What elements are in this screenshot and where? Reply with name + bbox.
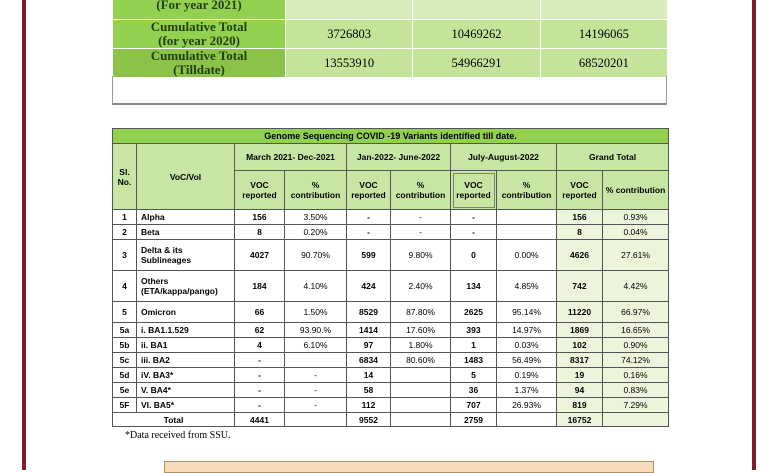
row-variant-name: Alpha [137,210,235,225]
cell-contribution: 16.65% [603,323,669,338]
cell-contribution: 80.60% [391,353,451,368]
page-border-right [752,0,756,470]
table-row [113,240,669,271]
cell-contribution: - [285,368,347,383]
cell-contribution: 4.85% [497,271,557,302]
cell-contribution: 95.14% [497,302,557,323]
cell-voc-count: 62 [235,323,285,338]
cell-contribution: 0.00% [497,240,557,271]
row-sl: 2 [113,225,137,240]
cell-contribution [285,353,347,368]
total-label: Total [113,413,235,427]
row-variant-name: VI. BA5* [137,398,235,413]
cell-voc-count: 94 [557,383,603,398]
cell-voc-count: 1 [451,338,497,353]
summary-cell: 13553910 [286,49,413,78]
row-sl: 5a [113,323,137,338]
cell-voc-count: 66 [235,302,285,323]
summary-label-line: Cumulative Total [150,19,248,34]
row-sl: 3 [113,240,137,271]
cell-voc-count: - [235,398,285,413]
row-sl: 5d [113,368,137,383]
cell-contribution: 0.19% [497,368,557,383]
cell-contribution: - [285,383,347,398]
cell-voc-count: 184 [235,271,285,302]
cell-voc-count: 156 [557,210,603,225]
header-period: July-August-2022 [451,144,557,171]
header-row [113,144,669,171]
cell-voc-count: 742 [557,271,603,302]
cell-voc-count: 97 [347,338,391,353]
genome-body [113,210,669,427]
row-variant-name: Delta & its Sublineages [137,240,235,271]
cell-voc-count: 8 [557,225,603,240]
genome-title: Genome Sequencing COVID -19 Variants identified till date. [113,129,669,144]
total-cell: 16752 [557,413,603,427]
cell-voc-count: 393 [451,323,497,338]
subheader-voc: VOC reported [235,171,285,210]
total-cell: 4441 [235,413,285,427]
cell-contribution: 0.03% [497,338,557,353]
summary-empty-row [112,76,667,105]
cell-contribution: 0.16% [603,368,669,383]
page-border-left [22,0,26,470]
subheader-pct: % contribution [497,171,557,210]
cell-contribution: 26.93% [497,398,557,413]
row-variant-name: iii. BA2 [137,353,235,368]
table-row [113,368,669,383]
summary-cell [413,0,540,20]
cell-contribution: 0.93% [603,210,669,225]
cell-voc-count: 8317 [557,353,603,368]
header-voc: VoC/VoI [137,144,235,210]
total-cell [391,413,451,427]
row-variant-name: Others (ETA/kappa/pango) [137,271,235,302]
cell-contribution: 7.29% [603,398,669,413]
cell-voc-count: 707 [451,398,497,413]
cell-contribution: 66.97% [603,302,669,323]
table-row [113,353,669,368]
cell-contribution: 90.70% [285,240,347,271]
row-variant-name: ii. BA1 [137,338,235,353]
genome-table [112,128,669,427]
table-row [113,302,669,323]
bottom-banner [164,461,654,473]
cell-contribution: 1.50% [285,302,347,323]
summary-row [113,20,668,49]
cell-contribution: 14.97% [497,323,557,338]
table-row [113,225,669,240]
cell-contribution [391,383,451,398]
cell-voc-count: 819 [557,398,603,413]
summary-row-label [113,49,286,78]
cell-voc-count: 58 [347,383,391,398]
cell-voc-count: - [347,225,391,240]
cell-voc-count: - [347,210,391,225]
cell-contribution [391,368,451,383]
cell-contribution: 87.80% [391,302,451,323]
cell-contribution: 0.20% [285,225,347,240]
cell-contribution: 4.42% [603,271,669,302]
summary-label-line: Cumulative Total [150,48,248,63]
summary-cell: 10469262 [413,20,540,49]
cell-contribution: 17.60% [391,323,451,338]
cell-voc-count: 1869 [557,323,603,338]
cell-contribution: 6.10% [285,338,347,353]
cell-contribution: - [285,398,347,413]
row-variant-name: V. BA4* [137,383,235,398]
summary-cell: 3726803 [286,20,413,49]
cell-contribution: 27.61% [603,240,669,271]
row-variant-name: Beta [137,225,235,240]
summary-label-line: (for year 2020) [158,33,240,48]
cell-voc-count: 112 [347,398,391,413]
cell-contribution: 56.49% [497,353,557,368]
cell-contribution: 1.37% [497,383,557,398]
cell-voc-count: 8529 [347,302,391,323]
cell-voc-count: 156 [235,210,285,225]
total-cell: 2759 [451,413,497,427]
table-row [113,398,669,413]
subheader-pct: % contribution [391,171,451,210]
cell-contribution [497,210,557,225]
cell-contribution: 4.10% [285,271,347,302]
summary-row-label [113,20,286,49]
summary-row [113,49,668,78]
cell-voc-count: 2625 [451,302,497,323]
summary-table [112,0,668,78]
cell-voc-count: - [451,210,497,225]
summary-cell [286,0,413,20]
summary-row [113,0,668,20]
cell-contribution: - [391,210,451,225]
row-sl: 5e [113,383,137,398]
subheader-pct: % contribution [603,171,669,210]
header-period: March 2021- Dec-2021 [235,144,347,171]
cell-voc-count: 36 [451,383,497,398]
cell-voc-count: 424 [347,271,391,302]
row-sl: 5 [113,302,137,323]
cell-voc-count: 11220 [557,302,603,323]
header-sl: Sl. No. [113,144,137,210]
row-sl: 4 [113,271,137,302]
cell-contribution [497,225,557,240]
footnote: *Data received from SSU. [125,430,231,441]
row-variant-name: Omicron [137,302,235,323]
summary-cell: 14196065 [540,20,667,49]
cell-voc-count: 19 [557,368,603,383]
cell-voc-count: 134 [451,271,497,302]
row-sl: 1 [113,210,137,225]
cell-voc-count: 4027 [235,240,285,271]
cell-voc-count: 4626 [557,240,603,271]
genome-title-row [113,129,669,144]
subheader-voc: VOC reported [347,171,391,210]
summary-row-label [113,0,286,20]
subheader-voc: VOC reported [451,171,497,210]
cell-voc-count: 1483 [451,353,497,368]
summary-label-line: (Tilldate) [173,62,225,77]
cell-contribution: - [391,225,451,240]
cell-contribution: 1.80% [391,338,451,353]
row-sl: 5b [113,338,137,353]
cell-contribution: 0.90% [603,338,669,353]
summary-cell: 54966291 [413,49,540,78]
total-cell [497,413,557,427]
row-sl: 5F [113,398,137,413]
cell-contribution: 9.80% [391,240,451,271]
cell-contribution: 74.12% [603,353,669,368]
cell-contribution: 0.04% [603,225,669,240]
cell-contribution: 3.50% [285,210,347,225]
subheader-pct: % contribution [285,171,347,210]
cell-contribution: 0.83% [603,383,669,398]
cell-contribution: 93.90.% [285,323,347,338]
total-cell: 9552 [347,413,391,427]
cell-voc-count: - [235,383,285,398]
total-cell [285,413,347,427]
total-row [113,413,669,427]
row-variant-name: i. BA1.1.529 [137,323,235,338]
cell-voc-count: 0 [451,240,497,271]
table-row [113,323,669,338]
row-sl: 5c [113,353,137,368]
cell-voc-count: 1414 [347,323,391,338]
cell-contribution: 2.40% [391,271,451,302]
table-row [113,271,669,302]
cell-voc-count: 599 [347,240,391,271]
cell-voc-count: 14 [347,368,391,383]
cell-voc-count: - [451,225,497,240]
summary-cell: 68520201 [540,49,667,78]
cell-voc-count: 8 [235,225,285,240]
summary-label-line: (For year 2021) [156,0,242,12]
cell-voc-count: - [235,353,285,368]
row-variant-name: iV. BA3* [137,368,235,383]
table-row [113,338,669,353]
header-period: Grand Total [557,144,669,171]
cell-voc-count: 6834 [347,353,391,368]
table-row [113,383,669,398]
cell-voc-count: - [235,368,285,383]
table-row [113,210,669,225]
header-period: Jan-2022- June-2022 [347,144,451,171]
summary-cell [540,0,667,20]
subheader-voc: VOC reported [557,171,603,210]
total-cell [603,413,669,427]
cell-voc-count: 102 [557,338,603,353]
cell-voc-count: 4 [235,338,285,353]
cell-voc-count: 5 [451,368,497,383]
cell-contribution [391,398,451,413]
